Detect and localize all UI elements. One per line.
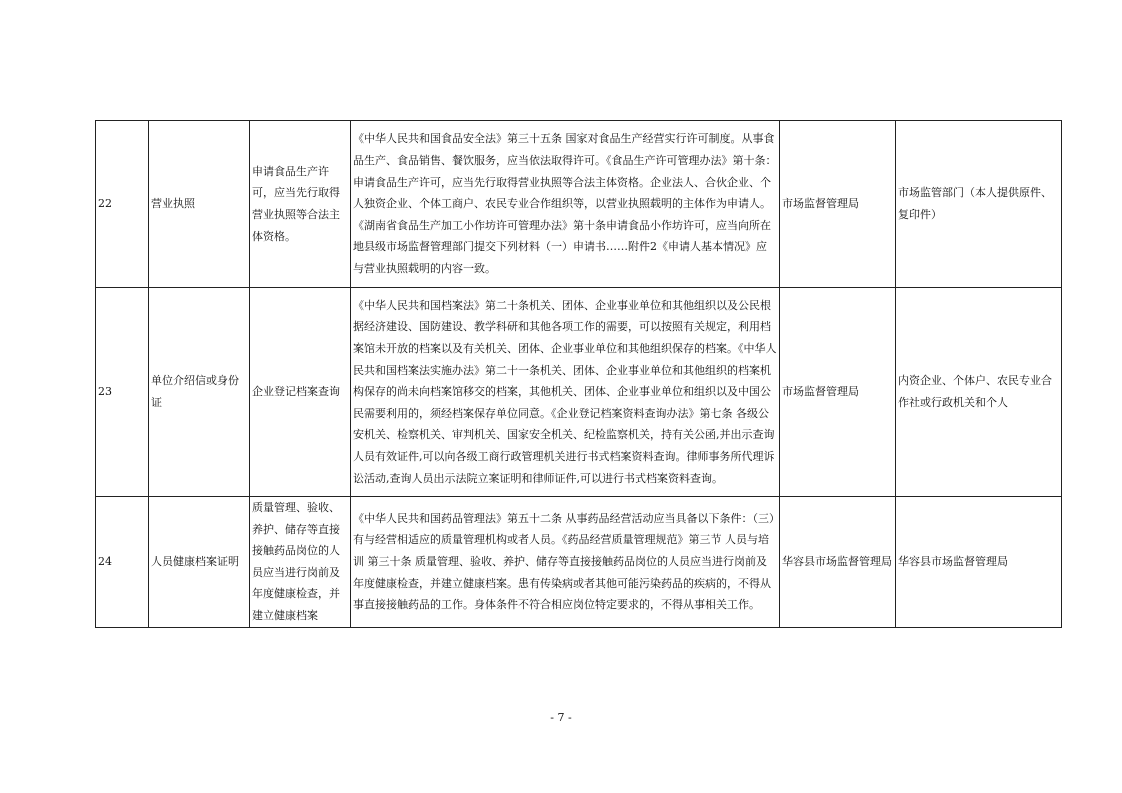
required-condition: 申请食品生产许可，应当先行取得营业执照等合法主体资格。 xyxy=(250,121,351,288)
material-name: 单位介绍信或身份证 xyxy=(149,288,250,497)
legal-basis-paragraph: 《湖南省食品生产加工小作坊许可管理办法》第十条申请食品小作坊许可，应当向所在地县级市场监督管理部门提交下列材料（一）申请书……附件2《申请人基本情况》应与营业执照载明的内容一致。 xyxy=(353,218,771,275)
required-condition: 质量管理、验收、养护、储存等直接接触药品岗位的人员应当进行岗前及年度健康检查，并建立健康档案 xyxy=(250,497,351,628)
legal-basis xyxy=(351,288,780,497)
legal-basis xyxy=(351,497,780,628)
table-row xyxy=(96,121,1062,288)
row-number: 23 xyxy=(96,288,149,497)
material-name: 人员健康档案证明 xyxy=(149,497,250,628)
material-source: 市场监管部门（本人提供原件、复印件） xyxy=(896,121,1062,288)
material-source: 华容县市场监督管理局 xyxy=(896,497,1062,628)
row-number: 22 xyxy=(96,121,149,288)
legal-basis-paragraph: 《中华人民共和国药品管理法》第五十二条 从事药品经营活动应当具备以下条件：（三）有与经营相适应的质量管理机构或者人员。《药品经营质量管理规范》第三节 人员与培训 第三十条 质量管理、验收、养护、储存等直接接触药品岗位的人员应当进行岗前及年度健康检查，并建立健康档案。患有传染病或者其他可能污染药品的疾病的，不得从事直接接触药品的工作。身体条件不符合相应岗位特定要求的，不得从事相关工作。 xyxy=(353,511,775,612)
legal-basis xyxy=(351,121,780,288)
row-number: 24 xyxy=(96,497,149,628)
material-name: 营业执照 xyxy=(149,121,250,288)
requirements-table xyxy=(95,120,1062,628)
required-condition: 企业登记档案查询 xyxy=(250,288,351,497)
issuing-department: 市场监督管理局 xyxy=(780,288,896,497)
material-source: 内资企业、个体户、农民专业合作社或行政机关和个人 xyxy=(896,288,1062,497)
legal-basis-paragraph: 《中华人民共和国食品安全法》第三十五条 国家对食品生产经营实行许可制度。从事食品生产、食品销售、餐饮服务，应当依法取得许可。《食品生产许可管理办法》第十条：申请食品生产许可，应当先行取得营业执照等合法主体资格。企业法人、合伙企业、个人独资企业、个体工商户、农民专业合作组织等，以营业执照载明的主体作为申请人。 xyxy=(353,132,777,211)
table-row xyxy=(96,288,1062,497)
issuing-department: 市场监督管理局 xyxy=(780,121,896,288)
issuing-department: 华容县市场监督管理局 xyxy=(780,497,896,628)
legal-basis-paragraph: 《中华人民共和国档案法》第二十条机关、团体、企业事业单位和其他组织以及公民根据经济建设、国防建设、教学科研和其他各项工作的需要，可以按照有关规定，利用档案馆未开放的档案以及有关机关、团体、企业事业单位和其他组织保存的档案。《中华人民共和国档案法实施办法》第二十一条机关、团体、企业事业单位和其他组织的档案机构保存的尚未向档案馆移交的档案，其他机关、团体、企业事业单位和组织以及中国公民需要利用的，须经档案保存单位同意。《企业登记档案资料查询办法》第七条 各级公安机关、检察机关、审判机关、国家安全机关、纪检监察机关，持有关公函,并出示查询人员有效证件,可以向各级工商行政管理机关进行书式档案资料查询。律师事务所代理诉讼活动,查询人员出示法院立案证明和律师证件,可以进行书式档案资料查询。 xyxy=(353,298,777,485)
table-row xyxy=(96,497,1062,628)
page-number: - 7 - xyxy=(550,711,572,724)
